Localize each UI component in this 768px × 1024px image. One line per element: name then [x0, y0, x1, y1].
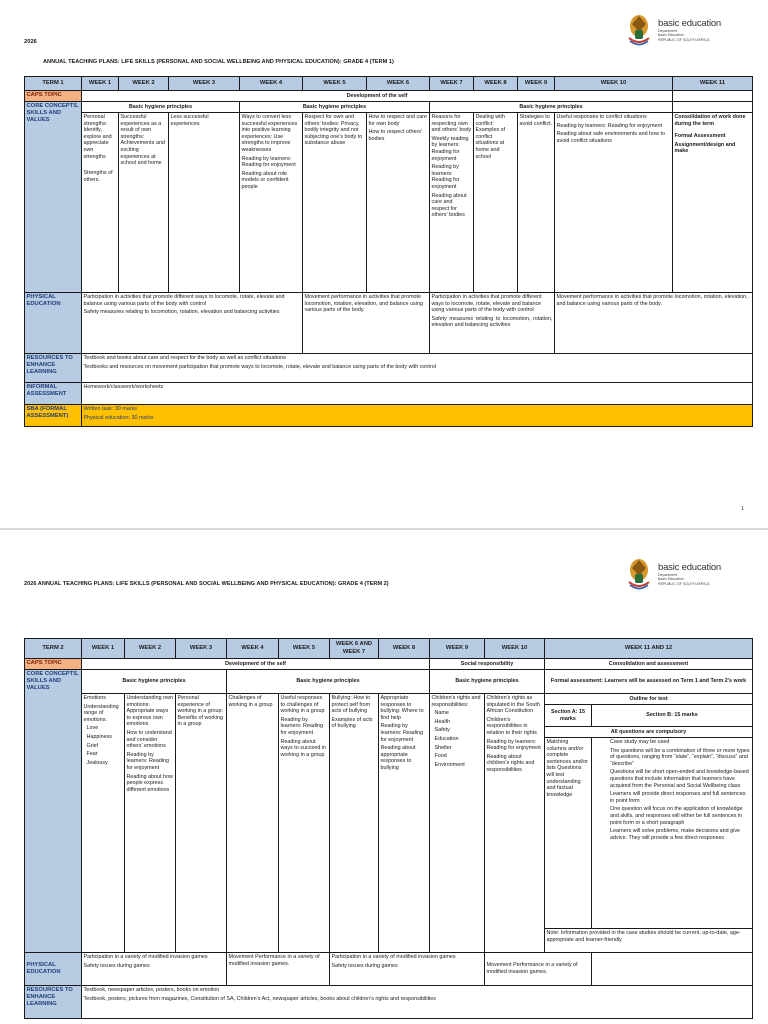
- core-text: Personal strengths: Identify, explore and appreciate own strengths: [83, 114, 112, 160]
- assessment-detail: [545, 738, 753, 953]
- section-b-item: Learners will solve problems, make decisions and give advice. They will provide a few direct responses: [610, 828, 741, 841]
- informal-label: INFORMAL ASSESSMENT: [25, 383, 82, 405]
- core-week-8: [379, 694, 430, 953]
- resource-item: Textbooks and resources on movement participation that promote ways to locomote, rotate, elevate and balance using parts of the body with control: [83, 363, 436, 370]
- core-week-5: [279, 694, 330, 953]
- core-text: How to respect and care for own body: [368, 114, 427, 127]
- pe-text: Safety measures relating to locomotion, rotation, elevation and balancing activities: [83, 309, 280, 316]
- core-concepts-label: CORE CONCEPTS, SKILLS AND VALUES: [25, 670, 82, 953]
- core-text: Jealousy: [86, 759, 108, 766]
- core-text: Health: [434, 718, 451, 725]
- resources-label: RESOURCES TO ENHANCE LEARNING: [25, 986, 82, 1019]
- core-week-11: [673, 113, 753, 293]
- header-week-3: WEEK 3: [169, 77, 240, 91]
- term1-plan-table: [24, 76, 753, 427]
- outline-for-test: Outline for test: [545, 694, 753, 705]
- core-text: Bullying: How to protect self from acts of bullying: [331, 695, 371, 715]
- core-text: Useful responses to conflict situations: [556, 114, 647, 120]
- core-text: Environment: [434, 761, 465, 768]
- core-text: Grief: [86, 742, 99, 749]
- pe-text: Participation in activities that promote different ways to locomote, rotate, elevate and balance using various parts of the body with control: [83, 294, 285, 307]
- sba-item: Physical education: 30 marks: [83, 414, 154, 421]
- core-text: Examples of acts of bullying: [331, 716, 373, 730]
- core-text: Love: [86, 725, 99, 732]
- core-text: Reading about role models or confident people: [241, 170, 289, 190]
- subtopic-2: Basic hygiene principles: [240, 102, 430, 113]
- pe-text: Participation in a variety of modified invasion games: [331, 954, 456, 960]
- core-text: Strategies to avoid conflict.: [519, 114, 553, 127]
- subtopic-1: Basic hygiene principles: [82, 102, 240, 113]
- subtopic-3: Basic hygiene principles: [430, 670, 545, 694]
- term2-header-row: [25, 639, 753, 659]
- core-text: Reading about children’s rights and responsibilities: [486, 753, 535, 773]
- pe-text: Safety issues during games: [331, 962, 398, 969]
- header-week-2: WEEK 2: [119, 77, 169, 91]
- core-text: Shelter: [434, 744, 452, 751]
- header-week-9: WEEK 9: [518, 77, 555, 91]
- core-text: Appropriate responses to bullying: Where to find help: [380, 695, 424, 721]
- core-text: Fear: [86, 751, 98, 758]
- header-week-2: WEEK 2: [125, 639, 176, 659]
- section-b-item: Learners will provide direct responses and full sentences in point form: [610, 791, 746, 804]
- core-text: How to respect others’ bodies: [368, 129, 422, 142]
- sba-cell: [82, 405, 753, 427]
- core-text: Children’s rights as stipulated in the South African Constitution: [486, 695, 540, 715]
- core-week-4: [227, 694, 279, 953]
- core-text: Reading by learners: Reading for enjoyment: [486, 738, 541, 752]
- pe-text: Participation in activities that promote different ways to locomote, rotate, elevate and balance using various parts of the body with control: [431, 294, 542, 314]
- core-week-10: [485, 694, 545, 953]
- subtopic-2: Basic hygiene principles: [227, 670, 430, 694]
- header-week-6: WEEK 6: [367, 77, 430, 91]
- core-week-3: [169, 113, 240, 293]
- core-text: Respect for own and others’ bodies: Privacy, bodily integrity and not subjecting one’s body to substance abuse: [304, 114, 363, 147]
- empty-cell: [673, 91, 753, 102]
- core-text: Food: [434, 753, 447, 760]
- header-week-10: WEEK 10: [555, 77, 673, 91]
- page1-title: ANNUAL TEACHING PLANS: LIFE SKILLS (PERSONAL AND SOCIAL WELLBEING AND PHYSICAL EDUCATION): GRADE 4 (TERM 1): [43, 59, 394, 65]
- pe-text: Safety issues during games: [83, 962, 150, 969]
- core-text: Reading by learners: Reading for enjoyment: [556, 122, 662, 129]
- section-a-text: Matching columns and/or complete sentences and/or lists Questions will test understanding and factual knowledge: [545, 738, 592, 928]
- core-text: Reading by learners: Reading for enjoyment: [126, 751, 170, 771]
- core-text: Strengths of others.: [83, 170, 113, 183]
- core-text: Reading about safe environments and how to avoid conflict situations: [556, 131, 665, 144]
- core-text: Reading about how people express different emotions: [126, 773, 173, 793]
- resource-item: Textbook, newspaper articles, posters, books on emotion: [83, 987, 220, 993]
- coat-of-arms-icon: [624, 556, 654, 592]
- logo-department: Department:: [658, 29, 678, 34]
- header-week-1: WEEK 1: [82, 639, 125, 659]
- core-text: Reading by learners: Reading for enjoyment: [380, 723, 424, 743]
- core-text: Reading about appropriate responses to bullying: [380, 745, 416, 771]
- core-week-2: [125, 694, 176, 953]
- term2-subtopic-row: [25, 670, 753, 694]
- logo-department-name: Basic Education: [658, 33, 684, 38]
- caps-topic-a: Development of the self: [82, 659, 430, 670]
- core-text: Reading by learners: Reading for enjoyment: [241, 155, 296, 169]
- term2-plan-table: [24, 638, 753, 1019]
- core-week-1: [82, 113, 119, 293]
- section-b-header: Section B: 15 marks: [592, 705, 753, 727]
- dbe-logo: [624, 556, 721, 592]
- resources-cell: [82, 986, 753, 1019]
- page2-title: 2026 ANNUAL TEACHING PLANS: LIFE SKILLS (PERSONAL AND SOCIAL WELLBEING AND PHYSICAL EDUCATION): GRADE 4 (TERM 2): [24, 581, 389, 587]
- header-week-7: WEEK 7: [430, 77, 474, 91]
- header-week-8: WEEK 8: [474, 77, 518, 91]
- resources-label: RESOURCES TO ENHANCE LEARNING: [25, 354, 82, 383]
- pe-text: Safety measures relating to locomotion, rotation, elevation and balancing activities: [431, 315, 553, 329]
- section-b-item: Case study may be used: [610, 739, 670, 745]
- pe-weeks-1-3: [82, 953, 227, 986]
- core-week-8: [474, 113, 518, 293]
- core-text: Reading by learners: Reading for enjoyment: [431, 164, 460, 190]
- core-text: Weekly reading by learners: Reading for enjoyment: [431, 135, 469, 162]
- core-text: Reading about care and respect for others’ bodies: [431, 192, 467, 219]
- pe-label: PHYSICAL EDUCATION: [25, 293, 82, 354]
- pe-text: Movement performance in activities that promote locomotion, rotation, elevation, and balance using various parts of the body.: [556, 294, 748, 307]
- core-week-1: [82, 694, 125, 953]
- pe-weeks-6-9: [330, 953, 485, 986]
- core-text: Useful responses to challenges of working in a group: [280, 695, 325, 715]
- header-week-5: WEEK 5: [279, 639, 330, 659]
- term1-resources-row: [25, 354, 753, 383]
- term1-caps-row: [25, 91, 753, 102]
- pe-text: Movement Performance in a variety of modified invasion games.: [486, 962, 578, 975]
- term2-pe-row: [25, 953, 753, 986]
- header-week-9: WEEK 9: [430, 639, 485, 659]
- core-text: Children’s responsibilities in relation to their rights: [486, 716, 537, 736]
- header-week-4: WEEK 4: [240, 77, 303, 91]
- core-week-9: [518, 113, 555, 293]
- logo-department: Department:: [658, 573, 678, 578]
- page-number: 1: [741, 506, 745, 512]
- pe-text: Movement Performance in a variety of modified invasion games.: [228, 954, 320, 967]
- core-text: Dealing with conflict: Examples of conflict situations at home and school: [475, 114, 506, 160]
- term1-informal-row: [25, 383, 753, 405]
- core-text: Assignment/design and make: [674, 141, 736, 155]
- core-week-9: [430, 694, 485, 953]
- term1-subtopic-row: [25, 102, 753, 113]
- header-week-11: WEEK 11: [673, 77, 753, 91]
- caps-topic-b: Social responsibility: [430, 659, 545, 670]
- core-week-4: [240, 113, 303, 293]
- core-concepts-label: CORE CONCEPTS, SKILLS AND VALUES: [25, 102, 82, 293]
- section-a-header: Section A: 15 marks: [545, 705, 592, 727]
- caps-topic-label: CAPS TOPIC: [25, 659, 82, 670]
- section-b-item: Questions will be short open-ended and knowledge-based questions that include information that learners have acquired from the Personal and Social Wellbeing class: [610, 769, 749, 789]
- section-b-item: The questions will be a combination of three or more types of questions, ranging from “state”, “explain”, “discuss” and “describe”: [610, 747, 750, 767]
- case-study-note: Note: Information provided in the case studies should be current, up-to-date, age-appropriate and learner-friendly: [546, 930, 741, 943]
- core-text: Reading about ways to succeed in working in a group: [280, 738, 327, 758]
- pe-text: Participation in a variety of modified invasion games: [83, 954, 208, 960]
- core-text: Formal Assessment: [674, 133, 726, 140]
- term2-core-row-1: [25, 694, 753, 705]
- core-week-2: [119, 113, 169, 293]
- subtopic-1: Basic hygiene principles: [82, 670, 227, 694]
- all-compulsory: All questions are compulsory: [545, 727, 753, 738]
- empty-cell: [673, 102, 753, 113]
- logo-country: REPUBLIC OF SOUTH AFRICA: [658, 581, 710, 586]
- pe-weeks-7-9: [430, 293, 555, 354]
- core-week-6-7: [330, 694, 379, 953]
- resource-item: Textbook and books about care and respect for the body as well as conflict situations: [83, 355, 286, 361]
- core-week-7: [430, 113, 474, 293]
- logo-brand: basic education: [658, 562, 722, 574]
- subtopic-3: Basic hygiene principles: [430, 102, 673, 113]
- resources-cell: [82, 354, 753, 383]
- core-text: Consolidation of work done during the term: [674, 114, 746, 127]
- sba-item: Written task: 30 marks: [83, 406, 138, 412]
- term1-header-row: [25, 77, 753, 91]
- pe-text: Movement performance in activities that promote locomotion, rotation, elevation, and balance using various parts of the body.: [304, 294, 423, 314]
- pe-weeks-4-5: [227, 953, 330, 986]
- pe-weeks-1-4: [82, 293, 303, 354]
- resource-item: Textbook, posters, pictures from magazines, Constitution of SA, Children’s Act, newspaper articles, books about children’s rights and responsibilities: [83, 995, 436, 1002]
- logo-brand: basic education: [658, 18, 722, 30]
- core-text: How to understand and consider others’ emotions: [126, 729, 172, 750]
- caps-topic-c: Consolidation and assessment: [545, 659, 753, 670]
- core-week-10: [555, 113, 673, 293]
- header-week-10: WEEK 10: [485, 639, 545, 659]
- empty-cell: [592, 953, 753, 986]
- header-week-6-7: WEEK 6 AND WEEK 7: [330, 639, 379, 659]
- pe-weeks-5-6: [303, 293, 430, 354]
- term2-caps-row: [25, 659, 753, 670]
- section-b-item: One question will focus on the application of knowledge and skills, and responses will either be full sentences in point form or a short paragraph: [610, 806, 743, 826]
- term1-pe-row: [25, 293, 753, 354]
- term2-resources-row: [25, 986, 753, 1019]
- section-b-list: [592, 738, 752, 928]
- core-text: Name: [434, 710, 449, 717]
- core-text: Safety: [434, 727, 450, 734]
- header-week-5: WEEK 5: [303, 77, 367, 91]
- page-separator: [0, 528, 768, 530]
- page1-year: 2026: [24, 39, 37, 45]
- header-week-8: WEEK 8: [379, 639, 430, 659]
- core-text: Children’s rights and responsibilities:: [431, 695, 481, 708]
- header-week-1: WEEK 1: [82, 77, 119, 91]
- logo-department-name: Basic Education: [658, 577, 684, 582]
- pe-weeks-10-11: [555, 293, 753, 354]
- core-text: Education: [434, 735, 459, 742]
- pe-label: PHYSICAL EDUCATION: [25, 953, 82, 986]
- informal-value: Homework/classwork/worksheets: [82, 383, 753, 405]
- core-week-3: [176, 694, 227, 953]
- caps-topic-label: CAPS TOPIC: [25, 91, 82, 102]
- core-text: Understanding range of emotions:: [83, 703, 119, 723]
- core-text: Challenges of working in a group: [228, 695, 273, 708]
- core-text: Less successful experiences: [170, 114, 209, 127]
- core-text: Emotions: [83, 695, 106, 701]
- core-text: Happiness: [86, 733, 112, 740]
- core-text: Reading by learners: Reading for enjoyment: [280, 716, 324, 736]
- core-text: Successful experiences as a result of own strengths: Achievements and exciting experiences at school and home: [120, 114, 165, 167]
- header-week-11-12: WEEK 11 AND 12: [545, 639, 753, 659]
- term1-core-row: [25, 113, 753, 293]
- logo-country: REPUBLIC OF SOUTH AFRICA: [658, 37, 710, 42]
- header-week-4: WEEK 4: [227, 639, 279, 659]
- core-week-5: [303, 113, 367, 293]
- dbe-logo: [624, 12, 721, 48]
- term1-sba-row: [25, 405, 753, 427]
- core-week-6: [367, 113, 430, 293]
- sba-label: SBA (FORMAL ASSESSMENT): [25, 405, 82, 427]
- caps-topic-value: Development of the self: [82, 91, 673, 102]
- pe-week-10: [485, 953, 592, 986]
- core-text: Understanding own emotions: Appropriate ways to express own emotions: [126, 695, 173, 728]
- coat-of-arms-icon: [624, 12, 654, 48]
- header-term: TERM 1: [25, 77, 82, 91]
- core-text: Personal experience of working in a group: Benefits of working in a group: [177, 695, 224, 728]
- core-text: Reasons for respecting own and others’ body: [431, 114, 472, 134]
- core-text: Ways to convert less successful experiences into positive learning experiences: Use strengths to improve weaknesses: [241, 114, 298, 153]
- formal-assessment: Formal assessment: Learners will be assessed on Term 1 and Term 2’s work: [545, 670, 753, 694]
- header-week-3: WEEK 3: [176, 639, 227, 659]
- header-term: TERM 2: [25, 639, 82, 659]
